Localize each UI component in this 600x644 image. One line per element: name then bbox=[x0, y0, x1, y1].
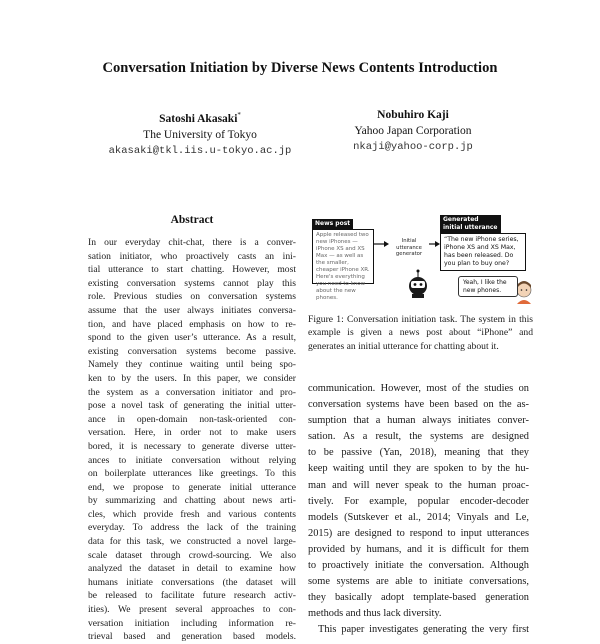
abstract-line: versation. Here, in order not to make users bbox=[88, 427, 296, 439]
abstract-line: cles, which provide fresh and various contents bbox=[88, 508, 296, 520]
abstract-line: sation initiator, who proactively casts an ini- bbox=[88, 250, 296, 262]
abstract-line: ken to by the users. In this paper, we consider bbox=[88, 372, 296, 384]
abstract-line: scale dataset through crowd-sourcing. We also bbox=[88, 549, 296, 561]
abstract-line: spond to the given user’s utterance. As a result, bbox=[88, 332, 296, 344]
figure-1 bbox=[308, 210, 538, 310]
abstract-line: everyday. To address the lack of the training bbox=[88, 522, 296, 534]
body-line: conversation systems have been based on the as- bbox=[308, 399, 529, 411]
abstract-text bbox=[88, 236, 296, 644]
author-affiliation: The University of Tokyo bbox=[143, 128, 257, 141]
abstract-line: versation initiation including information re- bbox=[88, 617, 296, 629]
user-reply-bubble: Yeah, I like the new phones. bbox=[458, 276, 518, 297]
body-line: methods and thus lack diversity. bbox=[308, 608, 442, 620]
user-avatar-icon bbox=[517, 281, 531, 304]
body-line: they basically adopt template-based generation bbox=[308, 592, 529, 604]
abstract-line: tial utterance to start chatting. However, most bbox=[88, 264, 296, 276]
body-line: tively. For example, popular encoder-decoder bbox=[308, 495, 529, 507]
body-text bbox=[308, 381, 529, 639]
abstract-line: on boilerplate utterances like greetings. To this bbox=[88, 468, 296, 480]
paper-title: Conversation Initiation by Diverse News Contents Introduction bbox=[102, 60, 498, 76]
author-email[interactable]: nkaji@yahoo-corp.jp bbox=[353, 141, 473, 153]
robot-icon bbox=[409, 270, 427, 299]
generated-utterance-box: “The new iPhone series, iPhone XS and XS Max, has been released. Do you plan to buy one? bbox=[440, 233, 526, 271]
news-post-label: News post bbox=[312, 219, 353, 229]
abstract-line: pose a novel task of generating the initial utter- bbox=[88, 400, 296, 412]
abstract-line: existing conversation systems become passive. bbox=[88, 345, 296, 357]
body-line: models (Sutskever et al., 2014; Vinyals and Le, bbox=[308, 511, 529, 523]
abstract-line: be released to facilitate future research activ- bbox=[88, 590, 296, 602]
abstract-line: data for this task, we constructed a novel large- bbox=[88, 536, 296, 548]
abstract-line: end, we propose to generate initial utterance bbox=[88, 481, 296, 493]
body-line: This paper investigates generating the very first bbox=[318, 624, 529, 636]
body-line: some systems are able to initiate conversations, bbox=[308, 576, 529, 588]
abstract-line: bored, it is necessary to generate diverse utter- bbox=[88, 440, 296, 452]
abstract-line: tion, and have placed emphasis on how to re- bbox=[88, 318, 296, 330]
abstract-line: ance in open-domain non-task-oriented con- bbox=[88, 413, 296, 425]
abstract-line: In our everyday chit-chat, there is a conver- bbox=[88, 237, 296, 248]
abstract-line: Namely they continue waiting until being spo- bbox=[88, 359, 296, 371]
body-line: 2015) are designed to respond to input utterances bbox=[308, 527, 529, 539]
abstract-line: analyzed the dataset in detail to examine how bbox=[88, 563, 296, 575]
abstract-line: trieval based and generation based models. bbox=[88, 631, 296, 643]
abstract-line: assume that the user always initiates conversa- bbox=[88, 304, 296, 316]
generated-label: Generated initial utterance bbox=[440, 215, 501, 233]
abstract-line: ities). We present several approaches to con- bbox=[88, 604, 296, 616]
abstract-line: role. Previous studies on conversation systems bbox=[88, 291, 296, 303]
figure-caption: Figure 1: Conversation initiation task. The system in this example is given a news post about “iPhone” and generates an initial utterance for chatting about it. bbox=[308, 314, 533, 352]
abstract-line: humans initiate conversations (the dataset will bbox=[88, 576, 296, 588]
body-line: man and will never speak to the human proac- bbox=[308, 479, 529, 491]
generator-box: Initial utterance generator bbox=[389, 236, 429, 256]
body-line: provided by humans, and it is difficult for them bbox=[308, 543, 529, 555]
author-name: Satoshi Akasaki* bbox=[159, 111, 241, 125]
author-block-2 bbox=[283, 107, 543, 155]
body-line: keep waiting until they are spoken to by the hu- bbox=[308, 463, 529, 475]
abstract-line: ances to initiate conversation without relying bbox=[88, 454, 296, 466]
author-affiliation: Yahoo Japan Corporation bbox=[354, 125, 472, 137]
body-line: sation. As a result, the systems are designed bbox=[308, 431, 529, 443]
body-line: to be passive (Yan, 2018), meaning that they bbox=[308, 447, 529, 459]
body-line: communication. However, most of the studies on bbox=[308, 383, 529, 394]
abstract-heading: Abstract bbox=[170, 214, 214, 226]
news-post-box: Apple released two new iPhones — iPhone XS and XS Max — as well as the smaller, cheaper iPhone XR. Here's everything you need to know about the new phones. bbox=[312, 229, 374, 284]
body-line: to proactively initiate the conversation. Although bbox=[308, 560, 529, 572]
author-name: Nobuhiro Kaji bbox=[377, 109, 449, 121]
author-email[interactable]: akasaki@tkl.iis.u-tokyo.ac.jp bbox=[108, 144, 292, 157]
body-line: sumption that a human always initiates conver- bbox=[308, 415, 529, 427]
abstract-line: by summarizing and chatting about news arti- bbox=[88, 495, 296, 507]
abstract-line: existing conversation systems cannot play this bbox=[88, 277, 296, 289]
abstract-line: the system as a conversation initiator and pro- bbox=[88, 386, 296, 398]
author-footnote-mark: * bbox=[237, 111, 241, 119]
